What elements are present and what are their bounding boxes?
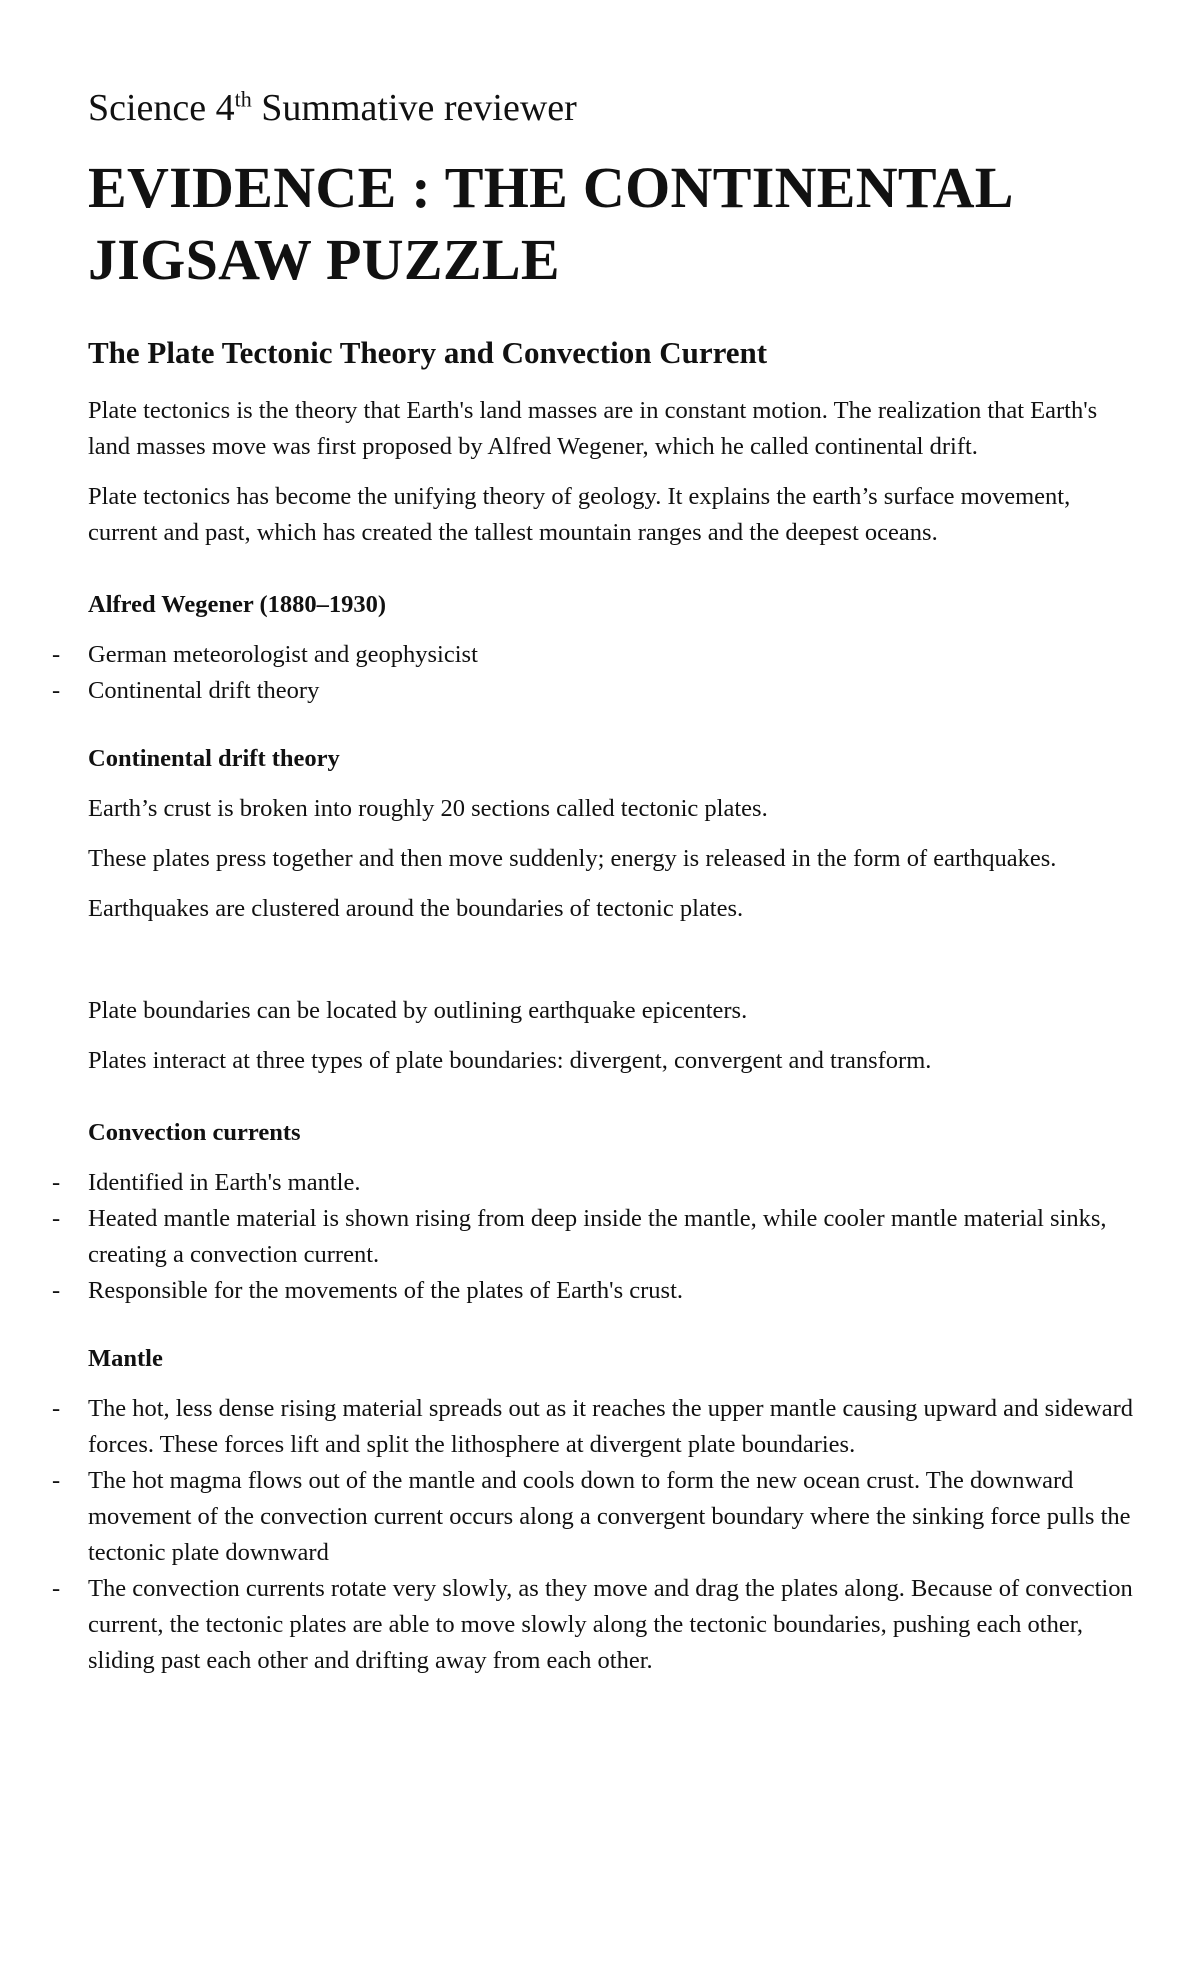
drift-heading: Continental drift theory bbox=[88, 744, 340, 772]
subtitle-suffix: Summative reviewer bbox=[251, 87, 577, 129]
dash-marker: - bbox=[52, 640, 61, 668]
convection-heading: Convection currents bbox=[88, 1118, 301, 1146]
drift-paragraph-1: Earth’s crust is broken into roughly 20 sections called tectonic plates. bbox=[88, 794, 768, 822]
list-item bbox=[52, 637, 1140, 673]
reviewer-subtitle bbox=[88, 88, 1140, 130]
list-item-text: Heated mantle material is shown rising from deep inside the mantle, while cooler mantle material sinks, creating a convection current. bbox=[88, 1204, 1107, 1268]
drift-paragraph-2: These plates press together and then move suddenly; energy is released in the form of earthquakes. bbox=[88, 844, 1057, 872]
page-title bbox=[88, 152, 1140, 296]
mantle-heading: Mantle bbox=[88, 1344, 163, 1372]
list-item bbox=[52, 1165, 1140, 1201]
list-item-text: Responsible for the movements of the plates of Earth's crust. bbox=[88, 1276, 683, 1304]
dash-marker: - bbox=[52, 1168, 61, 1196]
wegener-heading: Alfred Wegener (1880–1930) bbox=[88, 590, 387, 618]
drift-paragraph-5: Plates interact at three types of plate boundaries: divergent, convergent and transform. bbox=[88, 1046, 932, 1074]
subtitle-prefix: Science 4 bbox=[88, 87, 235, 129]
dash-marker: - bbox=[52, 1466, 61, 1494]
intro-paragraph-1: Plate tectonics is the theory that Earth's land masses are in constant motion. The realization that Earth's land masses move was first proposed by Alfred Wegener, which he called continental drift. bbox=[88, 396, 1098, 460]
convection-list bbox=[52, 1165, 1140, 1309]
drift-paragraph-3: Earthquakes are clustered around the boundaries of tectonic plates. bbox=[88, 894, 744, 922]
dash-marker: - bbox=[52, 1394, 61, 1422]
dash-marker: - bbox=[52, 1574, 61, 1602]
list-item bbox=[52, 1571, 1140, 1679]
subtitle-superscript: th bbox=[234, 86, 252, 112]
list-item bbox=[52, 1391, 1140, 1463]
intro-paragraph-2: Plate tectonics has become the unifying theory of geology. It explains the earth’s surface movement, current and past, which has created the tallest mountain ranges and the deepest oceans. bbox=[88, 482, 1071, 546]
dash-marker: - bbox=[52, 1204, 61, 1232]
list-item-text: The hot, less dense rising material spreads out as it reaches the upper mantle causing upward and sideward forces. These forces lift and split the lithosphere at divergent plate boundaries. bbox=[88, 1394, 1134, 1458]
dash-marker: - bbox=[52, 676, 61, 704]
mantle-list bbox=[52, 1391, 1140, 1679]
list-item-text: Continental drift theory bbox=[88, 676, 320, 704]
drift-paragraph-4: Plate boundaries can be located by outlining earthquake epicenters. bbox=[88, 996, 748, 1024]
list-item-text: Identified in Earth's mantle. bbox=[88, 1168, 361, 1196]
list-item bbox=[52, 673, 1140, 709]
dash-marker: - bbox=[52, 1276, 61, 1304]
section-title: The Plate Tectonic Theory and Convection Current bbox=[88, 334, 768, 370]
list-item bbox=[52, 1201, 1140, 1273]
title-line-2: JIGSAW PUZZLE bbox=[88, 226, 560, 292]
title-line-1: EVIDENCE : THE CONTINENTAL bbox=[88, 154, 1014, 220]
list-item-text: The convection currents rotate very slowly, as they move and drag the plates along. Because of convection current, the tectonic plates are able to move slowly along the tectonic boundaries, pushing each other, sliding past each other and drifting away from each other. bbox=[88, 1574, 1133, 1674]
list-item bbox=[52, 1273, 1140, 1309]
list-item-text: German meteorologist and geophysicist bbox=[88, 640, 478, 668]
list-item-text: The hot magma flows out of the mantle and cools down to form the new ocean crust. The downward movement of the convection current occurs along a convergent boundary where the sinking force pulls the tectonic plate downward bbox=[88, 1466, 1131, 1566]
list-item bbox=[52, 1463, 1140, 1571]
wegener-list bbox=[52, 637, 1140, 709]
